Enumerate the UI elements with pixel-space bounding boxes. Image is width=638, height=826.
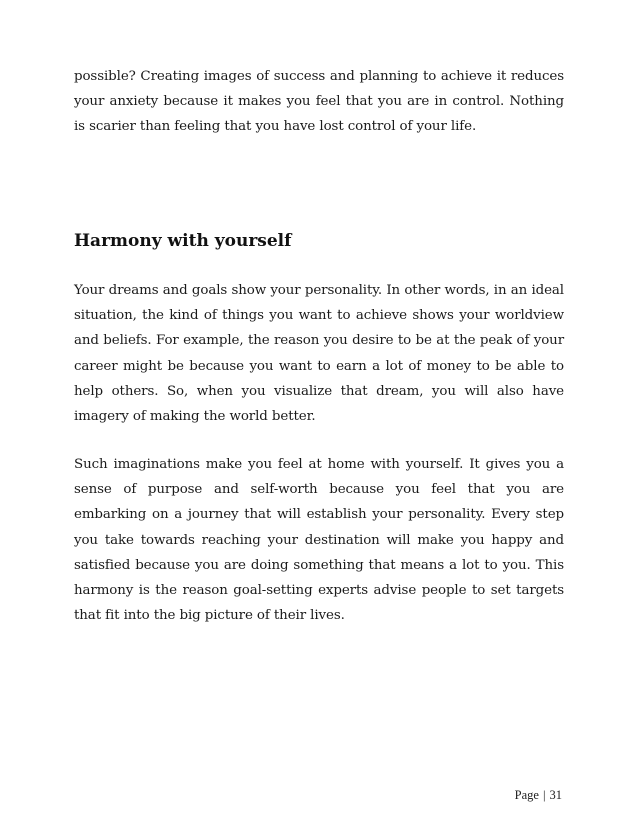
page-footer — [515, 786, 562, 804]
page-label: Page — [514, 788, 539, 802]
body-paragraph: Such imaginations make you feel at home with yourself. It gives you a sense of purpose and self-worth because you feel that you are embarking on a journey that will establish your personality. Every step you take towards reaching your destination will make you happy and satisfied because you are doing something that means a lot to you. This harmony is the reason goal-setting experts advise people to set targets that fit into the big picture of their lives. — [74, 457, 564, 624]
intro-paragraph: possible? Creating images of success and planning to achieve it reduces your anxiety because it makes you feel that you are in control. Nothing is scarier than feeling that you have lost control of your life. — [74, 69, 564, 135]
body-paragraph: Your dreams and goals show your personality. In other words, in an ideal situation, the kind of things you want to achieve shows your worldview and beliefs. For example, the reason you desire to be at the peak of your career might be because you want to earn a lot of money to be able to help others. So, when you visualize that dream, you will also have imagery of making the world better. — [74, 283, 564, 425]
page-number: 31 — [549, 788, 562, 802]
section-heading: Harmony with yourself — [74, 231, 292, 251]
page-separator: | — [542, 788, 546, 802]
